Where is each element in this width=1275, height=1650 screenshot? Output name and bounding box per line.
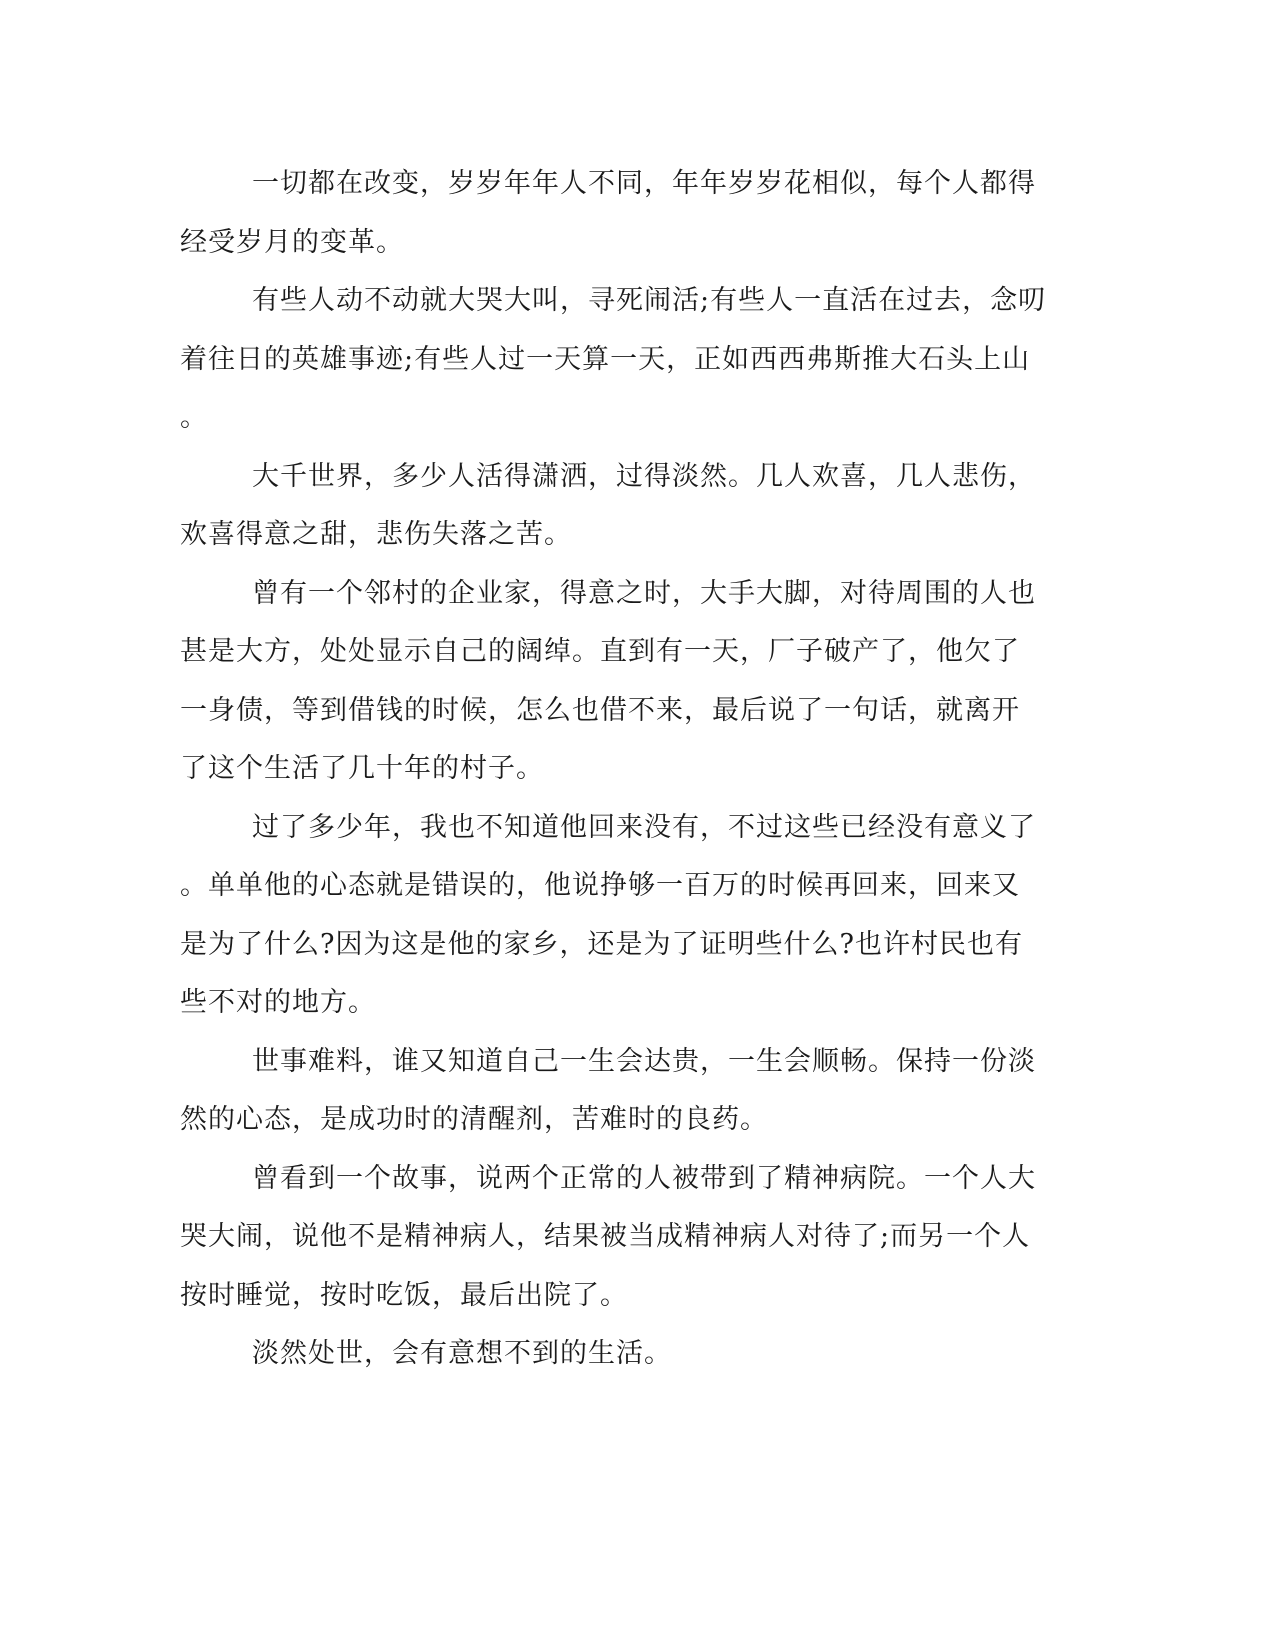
text-line: 甚是大方，处处显示自己的阔绰。直到有一天，厂子破产了，他欠了	[180, 636, 1020, 667]
text-line: 了这个生活了几十年的村子。	[180, 753, 544, 784]
text-line: 然的心态，是成功时的清醒剂，苦难时的良药。	[180, 1104, 768, 1135]
text-line: 淡然处世，会有意想不到的生活。	[252, 1338, 672, 1369]
text-line: 大千世界，多少人活得潇洒，过得淡然。几人欢喜，几人悲伤，	[252, 460, 1036, 492]
text-line: 哭大闹，说他不是精神病人，结果被当成精神病人对待了;而另一个人	[180, 1221, 1031, 1252]
text-line: 按时睡觉，按时吃饭，最后出院了。	[180, 1279, 628, 1311]
text-line: 。	[180, 402, 208, 433]
text-line: 着往日的英雄事迹;有些人过一天算一天，正如西西弗斯推大石头上山	[180, 343, 1031, 375]
text-line: 欢喜得意之甜，悲伤失落之苦。	[180, 519, 572, 550]
text-line: 曾有一个邻村的企业家，得意之时，大手大脚，对待周围的人也	[252, 577, 1036, 609]
text-line: 经受岁月的变革。	[180, 226, 404, 258]
text-line: 世事难料，谁又知道自己一生会达贵，一生会顺畅。保持一份淡	[252, 1045, 1036, 1077]
text-line: 曾看到一个故事，说两个正常的人被带到了精神病院。一个人大	[252, 1162, 1036, 1194]
text-line: 是为了什么?因为这是他的家乡，还是为了证明些什么?也许村民也有	[180, 928, 1023, 960]
text-line: 一身债，等到借钱的时候，怎么也借不来，最后说了一句话，就离开	[180, 694, 1020, 726]
document-body	[180, 155, 1047, 1384]
text-line: 。单单他的心态就是错误的，他说挣够一百万的时候再回来，回来又	[180, 870, 1020, 901]
text-line: 一切都在改变，岁岁年年人不同，年年岁岁花相似，每个人都得	[252, 168, 1036, 199]
text-line: 过了多少年，我也不知道他回来没有，不过这些已经没有意义了	[252, 811, 1036, 843]
text-line: 有些人动不动就大哭大叫，寻死闹活;有些人一直活在过去，念叨	[252, 285, 1047, 316]
text-line: 些不对的地方。	[180, 987, 376, 1018]
